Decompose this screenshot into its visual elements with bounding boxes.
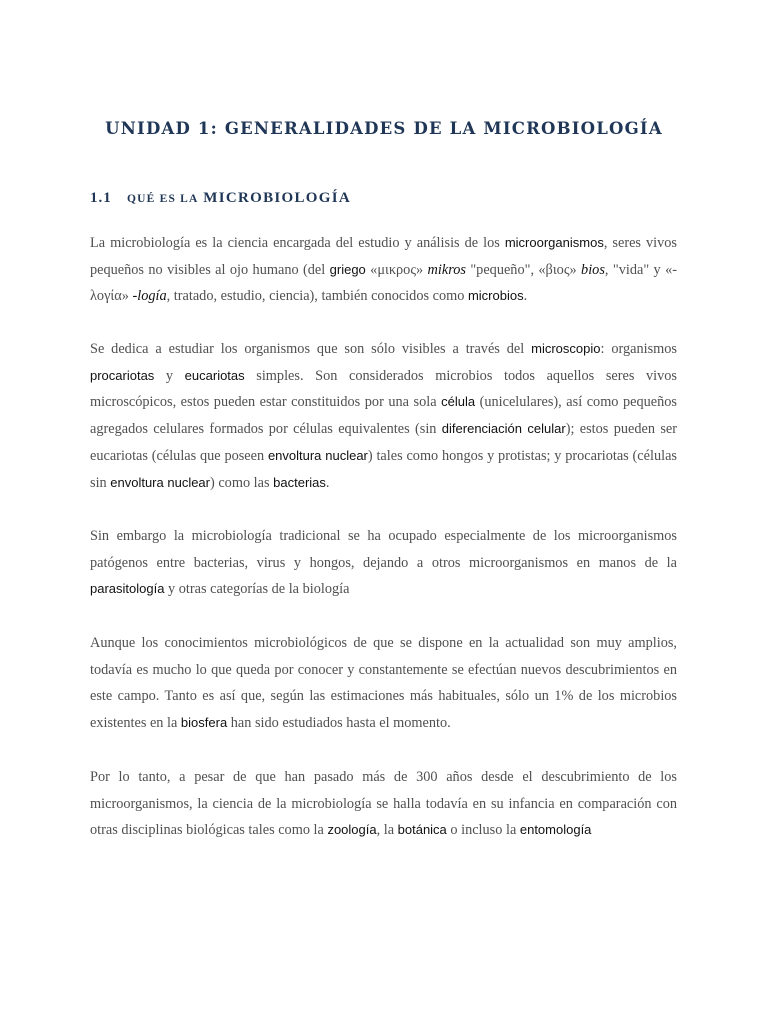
text-run: , "vida" y «-λογία» xyxy=(90,261,678,305)
link-procariotas[interactable]: procariotas xyxy=(90,367,155,383)
text-run: Aunque los conocimientos microbiológicos de que se dispone en la actualidad son muy amplios, todavía es mucho lo que queda por conocer y constantemente se efectúan nuevos descubrimientos en este campo. Tanto es así que, según las estimaciones más habituales, sólo un 1% de los microbios existentes en la xyxy=(90,635,677,732)
text-run: , seres vivos pequeños no visibles al ojo humano (del xyxy=(90,235,677,278)
link-griego[interactable]: griego xyxy=(329,261,366,277)
text-run: Por lo tanto, a pesar de que han pasado más de 300 años desde el descubrimiento de los microorganismos, la ciencia de la microbiología se halla todavía en su infancia en comparación con otras disciplinas biológicas tales como la xyxy=(90,769,677,839)
text-run: Sin embargo la microbiología tradicional se ha ocupado especialmente de los microorganismos patógenos entre bacterias, virus y hongos, dejando a otros microorganismos en manos de la xyxy=(90,528,677,571)
text-run: . xyxy=(523,288,528,305)
link-zoologia[interactable]: zoología xyxy=(327,822,377,838)
text-run: . xyxy=(325,474,330,491)
link-diferenciacion-celular[interactable]: diferenciación celular xyxy=(441,421,566,437)
text-run: , tratado, estudio, ciencia), también conocidos como xyxy=(166,288,468,305)
text-run: ); estos pueden ser eucariotas (células que poseen xyxy=(90,421,677,464)
paragraph-infancy xyxy=(90,764,677,844)
link-envoltura-nuclear-2[interactable]: envoltura nuclear xyxy=(110,474,210,490)
link-parasitologia[interactable]: parasitología xyxy=(90,581,165,597)
text-run: , la xyxy=(376,822,398,839)
section-number: 1.1 xyxy=(90,190,112,206)
text-run: (unicelulares), así como pequeños agregados celulares formados por células equivalentes (sin xyxy=(90,394,677,438)
text-run: o incluso la xyxy=(446,822,520,839)
text-run: La microbiología es la ciencia encargada del estudio y análisis de los xyxy=(90,235,505,251)
link-celula[interactable]: célula xyxy=(441,394,476,410)
text-run: y otras categorías de la biología xyxy=(164,581,350,598)
section-title-part1: QUÉ ES LA xyxy=(127,193,199,205)
italic-bios: bios xyxy=(581,261,605,278)
link-bacterias[interactable]: bacterias xyxy=(273,474,326,490)
link-entomologia[interactable]: entomología xyxy=(519,822,592,838)
italic-logia: -logía xyxy=(132,288,167,305)
paragraph-knowledge xyxy=(90,630,677,737)
link-botanica[interactable]: botánica xyxy=(397,822,447,838)
text-run: «μικρος» xyxy=(365,261,428,278)
text-run: : organismos xyxy=(600,341,677,357)
text-run: y xyxy=(154,367,185,384)
link-eucariotas[interactable]: eucariotas xyxy=(184,367,245,383)
section-heading xyxy=(90,190,351,207)
text-run: han sido estudiados hasta el momento. xyxy=(227,715,451,732)
paragraph-scope xyxy=(90,336,677,496)
link-microorganismos[interactable]: microorganismos xyxy=(504,235,604,250)
text-run: ) tales como hongos y protistas; y procariotas (células sin xyxy=(90,447,677,491)
link-microbios[interactable]: microbios xyxy=(467,288,524,304)
text-run: Se dedica a estudiar los organismos que son sólo visibles a través del xyxy=(90,341,532,357)
link-biosfera[interactable]: biosfera xyxy=(180,715,228,731)
paragraph-traditional xyxy=(90,523,677,603)
section-title-part2: MICROBIOLOGÍA xyxy=(203,190,352,206)
italic-mikros: mikros xyxy=(427,261,466,278)
text-run: simples. Son considerados microbios todos aquellos seres vivos microscópicos, estos pueden estar constituidos por una sola xyxy=(90,367,677,411)
text-run: "pequeño", «βιος» xyxy=(465,261,582,278)
paragraph-definition xyxy=(90,230,677,310)
link-envoltura-nuclear[interactable]: envoltura nuclear xyxy=(267,447,368,463)
link-microscopio[interactable]: microscopio xyxy=(531,341,601,356)
text-run: ) como las xyxy=(210,474,274,491)
unit-title: UNIDAD 1: GENERALIDADES DE LA MICROBIOLOGÍA xyxy=(105,119,663,138)
